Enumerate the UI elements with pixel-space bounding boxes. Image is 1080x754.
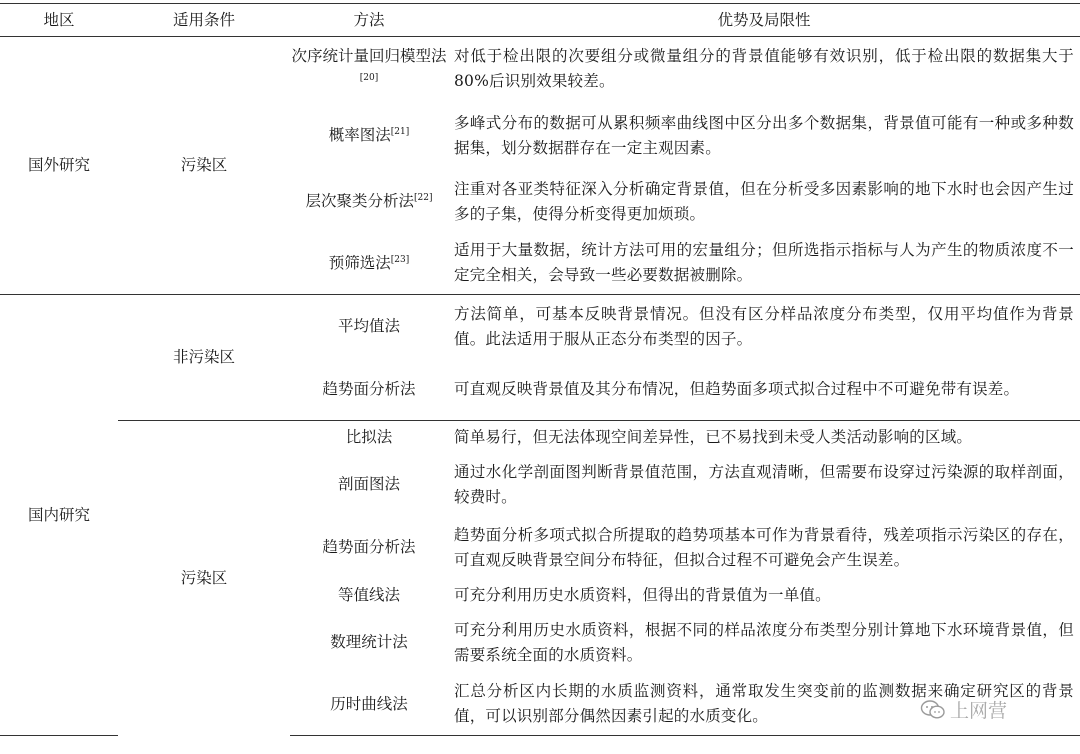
method-cell: [290, 37, 448, 101]
header-advantages: 优势及局限性: [448, 4, 1080, 37]
method-cell: [290, 233, 448, 295]
reference-mark: [20]: [359, 72, 379, 83]
description-cell: 汇总分析区内长期的水质监测资料，通常取发生突变前的监测数据来确定研究区的背景值，可以识别部分偶然因素引起的水质变化。: [448, 674, 1080, 736]
reference-mark: [22]: [414, 192, 433, 203]
description-cell: 通过水化学剖面图判断背景值范围，方法直观清晰，但需要布设穿过污染源的取样剖面，较费时。: [454, 462, 1074, 506]
method-cell: [290, 171, 448, 233]
watermark-text: 上网营: [950, 700, 1008, 722]
header-condition: 适用条件: [118, 4, 290, 37]
background-value-methods-table: [0, 3, 1080, 736]
reference-mark: [23]: [390, 254, 410, 265]
method-cell: 趋势面分析法: [322, 379, 416, 398]
method-cell: 数理统计法: [330, 633, 408, 651]
description-cell: 注重对各亚类特征深入分析确定背景值，但在分析受多因素影响的地下水时也会因产生过多的子集，使得分析变得更加烦琐。: [454, 179, 1074, 223]
method-cell: [290, 101, 448, 171]
method-cell: 比拟法: [290, 421, 448, 454]
description-cell: 可直观反映背景值及其分布情况，但趋势面多项式拟合过程中不可避免带有误差。: [454, 379, 1020, 398]
description-cell: 简单易行，但无法体现空间差异性，已不易找到未受人类活动影响的区域。: [448, 421, 1080, 454]
table-row: [0, 37, 1080, 101]
header-region: 地区: [0, 4, 118, 37]
condition-domestic-non-polluted: 非污染区: [118, 295, 290, 421]
method-cell: 等值线法: [337, 586, 400, 604]
method-cell: 剖面图法: [337, 475, 400, 493]
watermark: [920, 696, 1007, 723]
description-cell: 可充分利用历史水质资料，但得出的背景值为一单值。: [454, 586, 831, 604]
method-name: 概率图法: [328, 126, 391, 144]
reference-mark: [21]: [390, 126, 410, 137]
description-cell: 对低于检出限的次要组分或微量组分的背景值能够有效识别，低于检出限的数据集大于 80%后识别效果较差。: [454, 46, 1074, 90]
table-row: [0, 295, 1080, 359]
table-row: [0, 421, 1080, 454]
method-cell: 历时曲线法: [290, 674, 448, 736]
method-name: 预筛选法: [328, 253, 391, 272]
method-name: 次序统计量回归模型法: [291, 46, 447, 65]
method-cell: 平均值法: [290, 295, 448, 359]
header-method: 方法: [290, 4, 448, 37]
table-header-row: [0, 4, 1080, 37]
description-cell: 趋势面分析多项式拟合所提取的趋势项基本可作为背景看待，残差项指示污染区的存在，可直观反映背景空间分布特征，但拟合过程不可避免会产生误差。: [454, 525, 1074, 569]
description-cell: 多峰式分布的数据可从累积频率曲线图中区分出多个数据集，背景值可能有一种或多种数据集，划分数据群存在一定主观因素。: [454, 113, 1074, 157]
condition-foreign-polluted: 污染区: [180, 156, 228, 174]
region-domestic: 国内研究: [0, 295, 118, 736]
description-cell: 可充分利用历史水质资料，根据不同的样品浓度分布类型分别计算地下水环境背景值，但需要系统全面的水质资料。: [454, 620, 1074, 664]
method-cell: 趋势面分析法: [322, 538, 416, 556]
condition-domestic-polluted: 污染区: [118, 421, 290, 736]
method-name: 层次聚类分析法: [305, 192, 415, 210]
region-foreign: 国外研究: [27, 156, 90, 174]
description-cell: 适用于大量数据，统计方法可用的宏量组分；但所选指示指标与人为产生的物质浓度不一定完全相关，会导致一些必要数据被删除。: [454, 241, 1074, 285]
chat-bubble-icon: [920, 699, 946, 721]
description-cell: 方法简单，可基本反映背景情况。但没有区分样品浓度分布类型，仅用平均值作为背景值。此法适用于服从正态分布类型的因子。: [448, 295, 1080, 359]
